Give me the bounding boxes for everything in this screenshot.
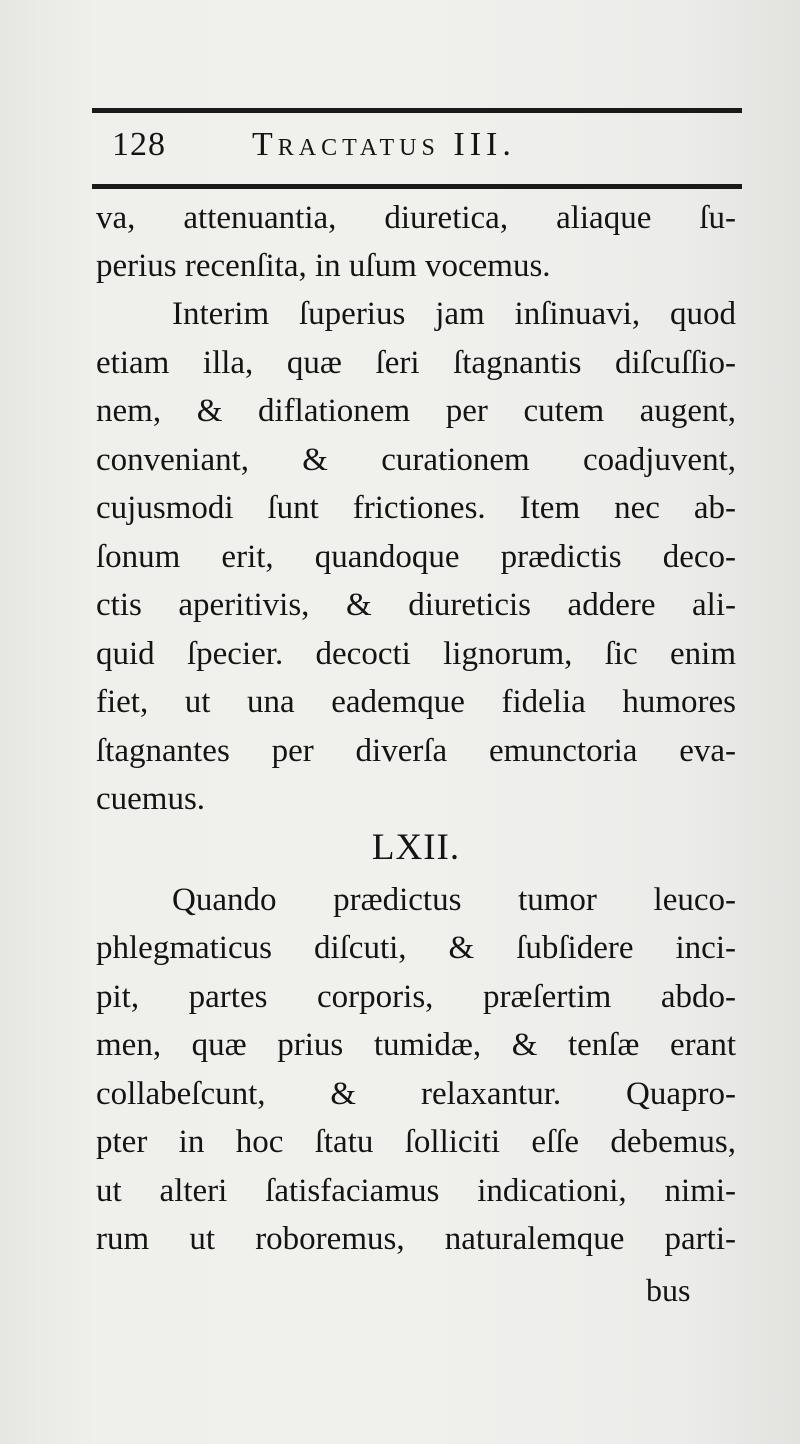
text-line: ctis aperitivis, & diureticis addere ali-: [96, 587, 736, 623]
header-rule-bottom: [92, 184, 742, 189]
running-header: [100, 126, 720, 176]
section-heading: LXII.: [371, 827, 461, 868]
text-line: Quando prædictus tumor leuco-: [172, 882, 736, 918]
text-line: collabeſcunt, & relaxantur. Quapro-: [96, 1076, 736, 1112]
text-line: ut alteri ſatisfaciamus indicationi, nimi-: [96, 1173, 736, 1209]
text-line: men, quæ prius tumidæ, & tenſæ erant: [96, 1027, 736, 1063]
page-number: 128: [112, 126, 166, 163]
text-line: perius recenſita, in uſum vocemus.: [96, 248, 551, 284]
text-line: cuemus.: [96, 781, 206, 817]
catchword: bus: [646, 1272, 691, 1308]
text-line: nem, & diflationem per cutem augent,: [96, 393, 736, 429]
text-line: cujusmodi ſunt frictiones. Item nec ab-: [96, 490, 736, 526]
text-line: va, attenuantia, diuretica, aliaque ſu-: [96, 200, 736, 236]
text-line: ſonum erit, quandoque prædictis deco-: [96, 539, 736, 575]
text-line: fiet, ut una eademque fidelia humores: [96, 684, 736, 720]
running-title: Tractatus III.: [252, 126, 516, 163]
text-line: Interim ſuperius jam inſinuavi, quod: [172, 296, 736, 332]
text-line: pter in hoc ſtatu ſolliciti eſſe debemus,: [96, 1124, 736, 1160]
header-rule-top: [92, 108, 742, 113]
text-line: conveniant, & curationem coadjuvent,: [96, 442, 736, 478]
text-line: pit, partes corporis, præſertim abdo-: [96, 979, 736, 1015]
text-line: rum ut roboremus, naturalemque parti-: [96, 1221, 736, 1257]
text-line: etiam illa, quæ ſeri ſtagnantis diſcuſſio-: [96, 345, 736, 381]
text-line: ſtagnantes per diverſa emunctoria eva-: [96, 733, 736, 769]
text-line: quid ſpecier. decocti lignorum, ſic enim: [96, 636, 736, 672]
text-line: phlegmaticus diſcuti, & ſubſidere inci-: [96, 930, 736, 966]
